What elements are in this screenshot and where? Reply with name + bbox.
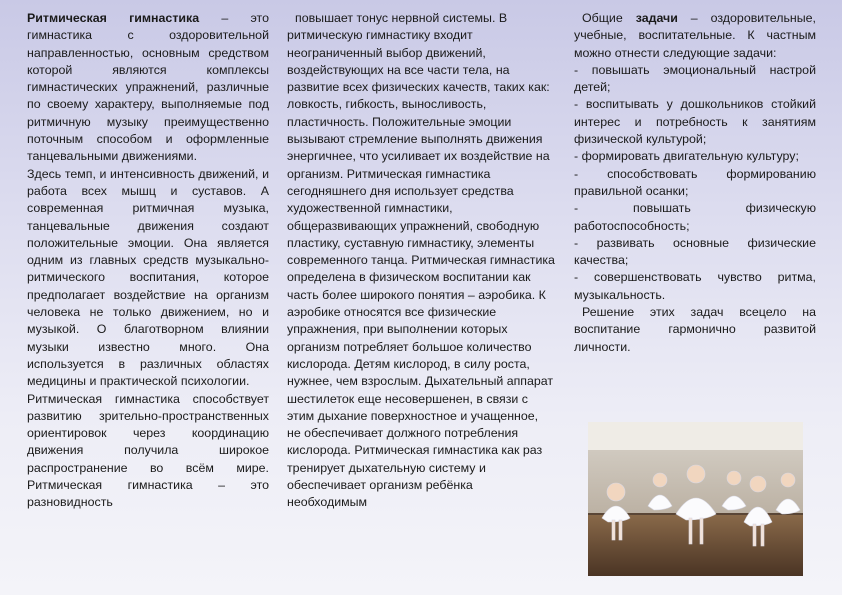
task-item: - развивать основные физические качества; xyxy=(574,235,816,268)
term-rhythmic-gymnastics: Ритмическая гимнастика xyxy=(27,11,200,25)
task-item: - повышать эмоциональный настрой детей; xyxy=(574,62,816,95)
task-item: - воспитывать у дошкольников стойкий интерес и потребность к занятиям физической культурой; xyxy=(574,97,816,147)
tasks-intro-after: – оздоровительные, учебные, воспитательные. К частным можно отнести следующие задачи: xyxy=(574,11,816,60)
children-ballet-photo xyxy=(588,422,803,576)
task-item: - формировать двигательную культуру; xyxy=(574,149,799,164)
task-item: - совершенствовать чувство ритма, музыкальность. xyxy=(574,270,816,302)
task-item: - повышать физическую работоспособность; xyxy=(574,201,816,233)
definition-text: – это гимнастика с оздоровительной направленностью, основным средством которой являются комплексы гимнастических упражнений, различные по своему характеру, выполняемые под ритмичную музыку преимущественно поточным способом и оформленные танцевальными движениями. xyxy=(27,11,269,164)
task-item: - способствовать формированию правильной осанки; xyxy=(574,166,816,198)
tasks-keyword: задачи xyxy=(635,11,678,25)
column-right xyxy=(574,10,816,356)
definition-paragraph xyxy=(27,10,269,166)
tasks-intro-before: Общие xyxy=(582,11,636,25)
paragraph-aerobics: повышает тонус нервной системы. В ритмическую гимнастику входит неограниченный выбор движений, воздействующих на все части тела, на развитие всех физических качеств, таких как: ловкость, гибкость, выносливость, пластичность. Положительные эмоции вызывают стремление выполнять движения энергичнее, что усиливает их воздействие на организм. Ритмическая гимнастика сегодняшнего дня использует средства художественной гимнастики, общеразвивающих упражнений, свободную пластику, суставную гимнастику, элементы современного танца. Ритмическая гимнастика определена в физическом воспитании как часть более широкого понятия – аэробика. К аэробике относятся все физические упражнения, при выполнении которых организм потребляет большое количество кислорода. Детям кислород, в силу роста, нужнее, чем взрослым. Дыхательный аппарат шестилеток еще несовершенен, в связи с этим дыхание поверхностное и учащенное, не обеспечивает должного потребления кислорода. Ритмическая гимнастика как раз тренирует дыхательную систему и обеспечивает организм ребёнка необходимым xyxy=(287,11,555,510)
tasks-conclusion: Решение этих задач всецело на воспитание гармонично развитой личности. xyxy=(574,305,816,354)
column-left xyxy=(27,10,269,512)
paragraph-tempo: Здесь темп, и интенсивность движений, и работа всех мышц и суставов. А современная ритмичная музыка, танцевальные движения создают положительные эмоции. Она является одним из главных средств музыкально-ритмического воспитания, которое предполагает воздействие на организм человека не только движением, но и музыкой. О благотворном влиянии музыки известно много. Она используется в различных областях медицины и практической психологии. xyxy=(27,166,269,389)
tasks-intro xyxy=(574,10,816,62)
column-middle xyxy=(287,10,555,512)
paragraph-spread: Ритмическая гимнастика способствует развитию зрительно-пространственных ориентировок через координацию движения получила широкое распространение во всём мире. Ритмическая гимнастика – это разновидность xyxy=(27,391,269,510)
